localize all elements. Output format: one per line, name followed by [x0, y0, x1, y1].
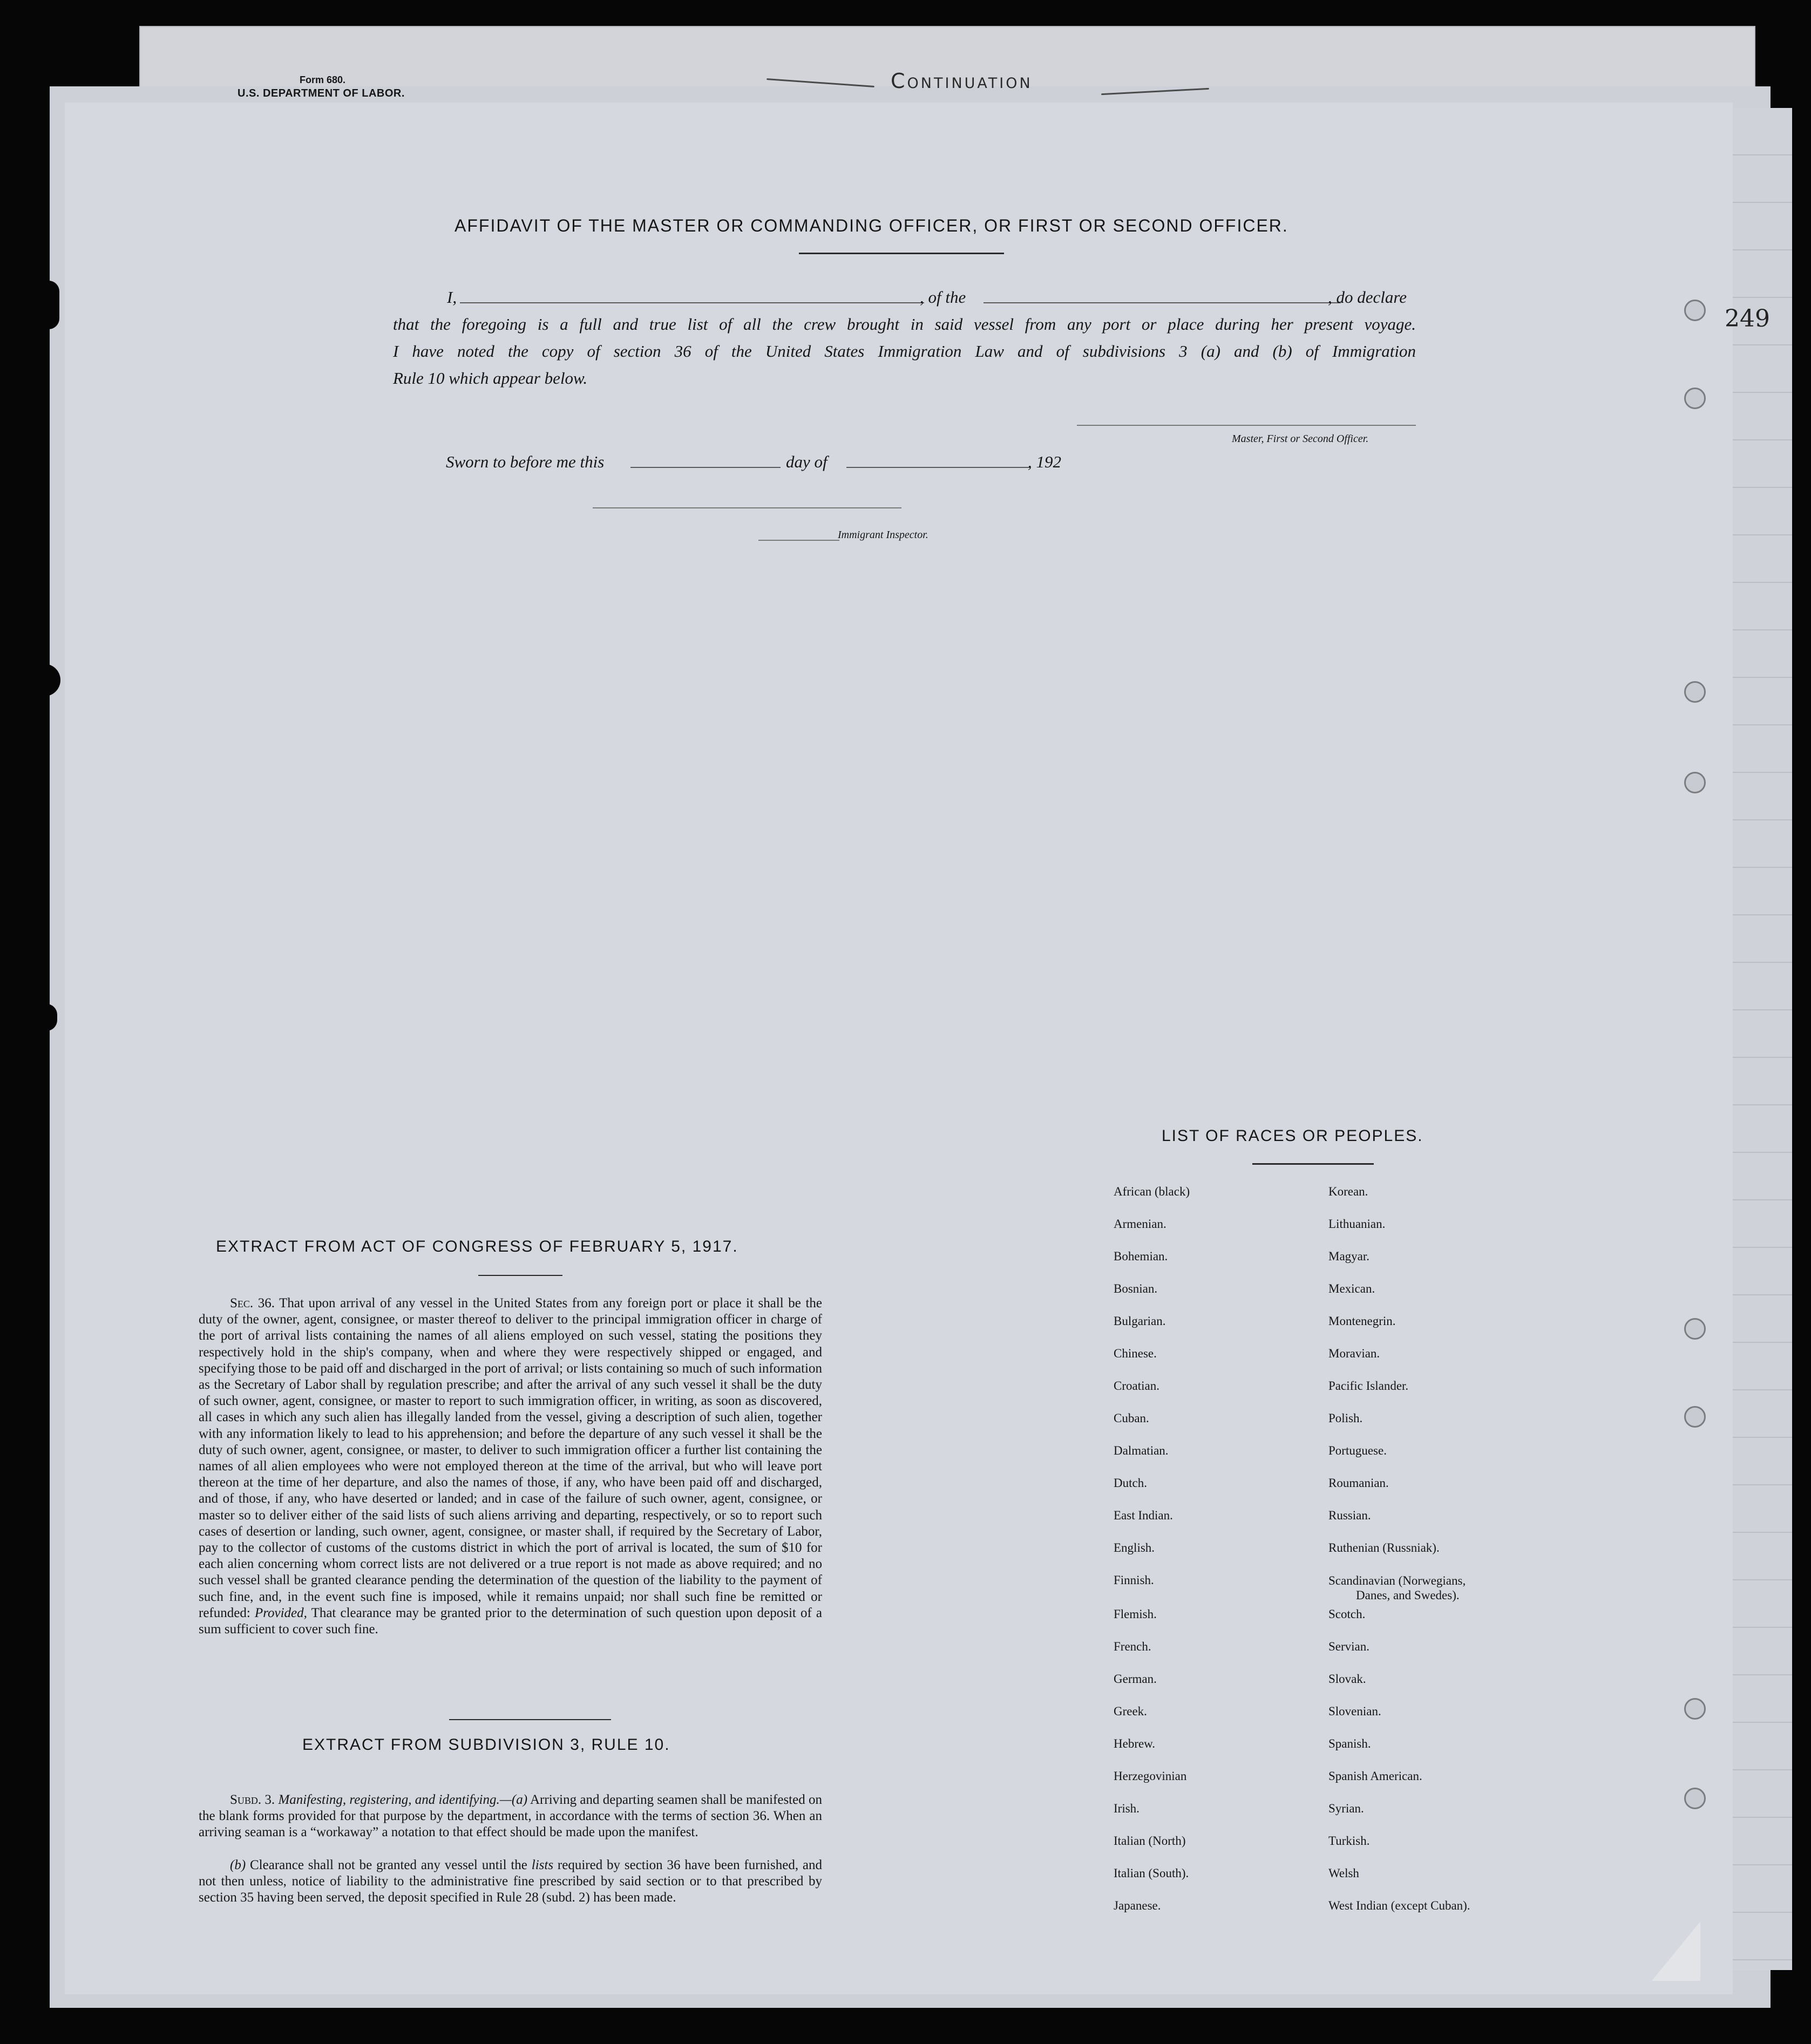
- race-item: Italian (North): [1114, 1834, 1186, 1848]
- race-item: Irish.: [1114, 1802, 1139, 1815]
- race-item: French.: [1114, 1640, 1151, 1653]
- section-divider: [449, 1719, 611, 1720]
- act-title-underline: [478, 1275, 562, 1276]
- binder-hole: [1684, 1788, 1706, 1809]
- race-item: Russian.: [1328, 1509, 1371, 1522]
- section-36-text: [199, 1295, 822, 1638]
- race-item: Magyar.: [1328, 1250, 1370, 1263]
- race-item: West Indian (except Cuban).: [1328, 1899, 1470, 1912]
- race-item: Scandinavian (Norwegians,: [1328, 1574, 1466, 1587]
- race-item: German.: [1114, 1672, 1157, 1686]
- race-item: Slovenian.: [1328, 1705, 1381, 1718]
- sworn-day-field[interactable]: [630, 467, 781, 468]
- race-item: Polish.: [1328, 1411, 1363, 1425]
- officer-signature-caption: Master, First or Second Officer.: [1232, 433, 1369, 445]
- section-36-proviso: That clearance may be granted prior to the determination of such question upon deposit of a sum sufficient to cover such fine.: [199, 1605, 822, 1637]
- para-a-text: Arriving and departing seamen shall be manifested on the blank forms provided for that purpose by the department, in accordance with the terms of section 36. When an arriving seaman is a “workaway” a notation to that effect should be made upon the manifest.: [199, 1792, 822, 1840]
- folded-corner: [1652, 1921, 1700, 1981]
- form-page: [65, 103, 1733, 1994]
- race-item: African (black): [1114, 1185, 1190, 1198]
- subdivision-3b-text: [199, 1857, 822, 1906]
- binder-hole: [1684, 772, 1706, 793]
- race-item: Japanese.: [1114, 1899, 1161, 1912]
- rule-extract-title: EXTRACT FROM SUBDIVISION 3, RULE 10.: [302, 1736, 670, 1754]
- para-a-marker: —(a): [499, 1792, 528, 1807]
- races-title-underline: [1252, 1163, 1374, 1165]
- declarant-name-field[interactable]: [460, 302, 924, 303]
- binder-hole: [1684, 300, 1706, 321]
- inspector-signature-field[interactable]: [593, 507, 901, 508]
- race-item: Bulgarian.: [1114, 1314, 1166, 1328]
- subd-label: Subd. 3.: [230, 1792, 275, 1807]
- section-36-body: That upon arrival of any vessel in the United States from any foreign port or place it shall be the duty of the owner, agent, consignee, or master thereof to deliver to the principal immigration officer in charge of the port of arrival lists containing the names of all aliens employed on such vessel, stating the positions they respectively hold in the ship's company, when and where they were respectively shipped or engaged, and specifying those to be paid off and discharged in the port of arrival; or lists containing so much of such information as the Secretary of Labor shall by regulation prescribe; and after the arrival of any such vessel it shall be the duty of such owner, agent, consignee, or master to report to such immigration officer, in writing, as soon as discovered, all cases in which any such alien has illegally landed from the vessel, giving a description of such alien, together with any information likely to lead to his apprehension; and before the departure of any such vessel it shall be the duty of such owner, agent, consignee, or master, to deliver to such immigration officer a further list containing the names of all alien employees who were not employed thereon at the time of the arrival, but who will leave port thereon at the time of her departure, and also the names of those, if any, who have been paid off and discharged, and of those, if any, who have deserted or landed; and in case of the failure of such owner, agent, consignee, or master so to deliver either of the said lists of such aliens arriving and departing, respectively, or so to report such cases of desertion or landing, such owner, agent, consignee, or master shall, if required by the Secretary of Labor, pay to the collector of customs of the customs district in which the port of arrival is located, the sum of $10 for each alien concerning whom correct lists are not delivered or a true report is not made as above required; and no such vessel shall be granted clearance pending the determination of the question of the liability to the payment of such fine, and, in the event such fine is imposed, while it remains unpaid; nor shall such fine be remitted or refunded:: [199, 1296, 822, 1620]
- race-item: Pacific Islander.: [1328, 1379, 1409, 1393]
- subdivision-3a-text: [199, 1792, 822, 1841]
- race-item: Greek.: [1114, 1705, 1147, 1718]
- race-item: Cuban.: [1114, 1411, 1149, 1425]
- race-item: Welsh: [1328, 1866, 1359, 1880]
- sworn-label: Sworn to before me this: [446, 452, 605, 471]
- declarant-label: I,: [447, 288, 457, 307]
- race-item: Bosnian.: [1114, 1282, 1158, 1295]
- para-b-text-2: required by section 36 have been furnished, and not then unless, notice of liability to the administrative fine prescribed by said section or to that prescribed by section 35 having been served, the deposit specified in Rule 28 (subd. 2) has been made.: [199, 1858, 823, 1905]
- race-item: Ruthenian (Russniak).: [1328, 1541, 1440, 1554]
- para-b-lists: lists: [531, 1858, 554, 1872]
- race-item: Scotch.: [1328, 1607, 1366, 1621]
- binder-hole: [1684, 1318, 1706, 1340]
- torn-edge: [43, 281, 59, 329]
- race-item: Spanish.: [1328, 1737, 1371, 1750]
- form-number: Form 680.: [300, 74, 346, 85]
- race-item: Italian (South).: [1114, 1866, 1189, 1880]
- inspector-caption: Immigrant Inspector.: [838, 529, 928, 541]
- act-extract-title: EXTRACT FROM ACT OF CONGRESS OF FEBRUARY 5, 1917.: [216, 1238, 738, 1255]
- sworn-year-label: , 192: [1028, 452, 1061, 471]
- race-item: English.: [1114, 1541, 1155, 1554]
- title-underline: [799, 253, 1004, 254]
- declaration-line-3: I have noted the copy of section 36 of the United States Immigration Law and of subdivisions 3 (a) and (b) of Immigration: [393, 342, 1416, 361]
- provided-word: Provided,: [254, 1605, 307, 1620]
- race-item: Korean.: [1328, 1185, 1368, 1198]
- races-title: LIST OF RACES OR PEOPLES.: [1162, 1127, 1423, 1145]
- race-item: Mexican.: [1328, 1282, 1375, 1295]
- section-36-label: Sec. 36.: [230, 1296, 275, 1310]
- race-item: Montenegrin.: [1328, 1314, 1396, 1328]
- binder-hole: [1684, 1406, 1706, 1428]
- page-number-stamp: 249: [1725, 305, 1770, 332]
- binder-hole: [1684, 681, 1706, 703]
- race-item: Dalmatian.: [1114, 1444, 1169, 1457]
- officer-signature-field[interactable]: [1077, 425, 1416, 426]
- race-item: Hebrew.: [1114, 1737, 1156, 1750]
- continuation-stamp: Continuation: [891, 69, 1033, 93]
- race-item: Servian.: [1328, 1640, 1370, 1653]
- race-item: Portuguese.: [1328, 1444, 1387, 1457]
- race-item: Croatian.: [1114, 1379, 1159, 1393]
- vessel-label: , of the: [920, 288, 966, 307]
- race-item: Armenian.: [1114, 1217, 1166, 1231]
- department-label: U.S. DEPARTMENT OF LABOR.: [238, 87, 405, 99]
- race-item: Chinese.: [1114, 1347, 1157, 1360]
- race-item: East Indian.: [1114, 1509, 1173, 1522]
- inspector-initial-field[interactable]: [758, 540, 839, 541]
- race-item: Roumanian.: [1328, 1476, 1389, 1490]
- para-b-text-1: Clearance shall not be granted any vessel until the: [250, 1858, 527, 1872]
- race-item: Finnish.: [1114, 1573, 1154, 1587]
- day-of-label: day of: [786, 452, 828, 471]
- race-item: Slovak.: [1328, 1672, 1366, 1686]
- race-item: Turkish.: [1328, 1834, 1370, 1848]
- declaration-line-2: that the foregoing is a full and true list of all the crew brought in said vessel from any port or place during her present voyage.: [393, 315, 1416, 334]
- sworn-month-field[interactable]: [846, 467, 1030, 468]
- affidavit-title: AFFIDAVIT OF THE MASTER OR COMMANDING OFFICER, OR FIRST OR SECOND OFFICER.: [455, 216, 1288, 235]
- race-item: Herzegovinian: [1114, 1769, 1187, 1783]
- race-item: Bohemian.: [1114, 1250, 1168, 1263]
- declaration-line-4: Rule 10 which appear below.: [393, 369, 588, 388]
- binder-hole: [1684, 388, 1706, 409]
- race-item: Syrian.: [1328, 1802, 1364, 1815]
- subd-heading: Manifesting, registering, and identifying.: [278, 1792, 500, 1807]
- race-item: Moravian.: [1328, 1347, 1380, 1360]
- race-item: Lithuanian.: [1328, 1217, 1386, 1231]
- para-b-marker: (b): [230, 1858, 246, 1872]
- race-item: Dutch.: [1114, 1476, 1147, 1490]
- race-item: Flemish.: [1114, 1607, 1157, 1621]
- vessel-name-field[interactable]: [983, 302, 1341, 303]
- declare-label: , do declare: [1328, 288, 1407, 307]
- race-item: Spanish American.: [1328, 1769, 1422, 1783]
- race-item-continued: Danes, and Swedes).: [1356, 1588, 1460, 1602]
- binder-hole: [1684, 1698, 1706, 1720]
